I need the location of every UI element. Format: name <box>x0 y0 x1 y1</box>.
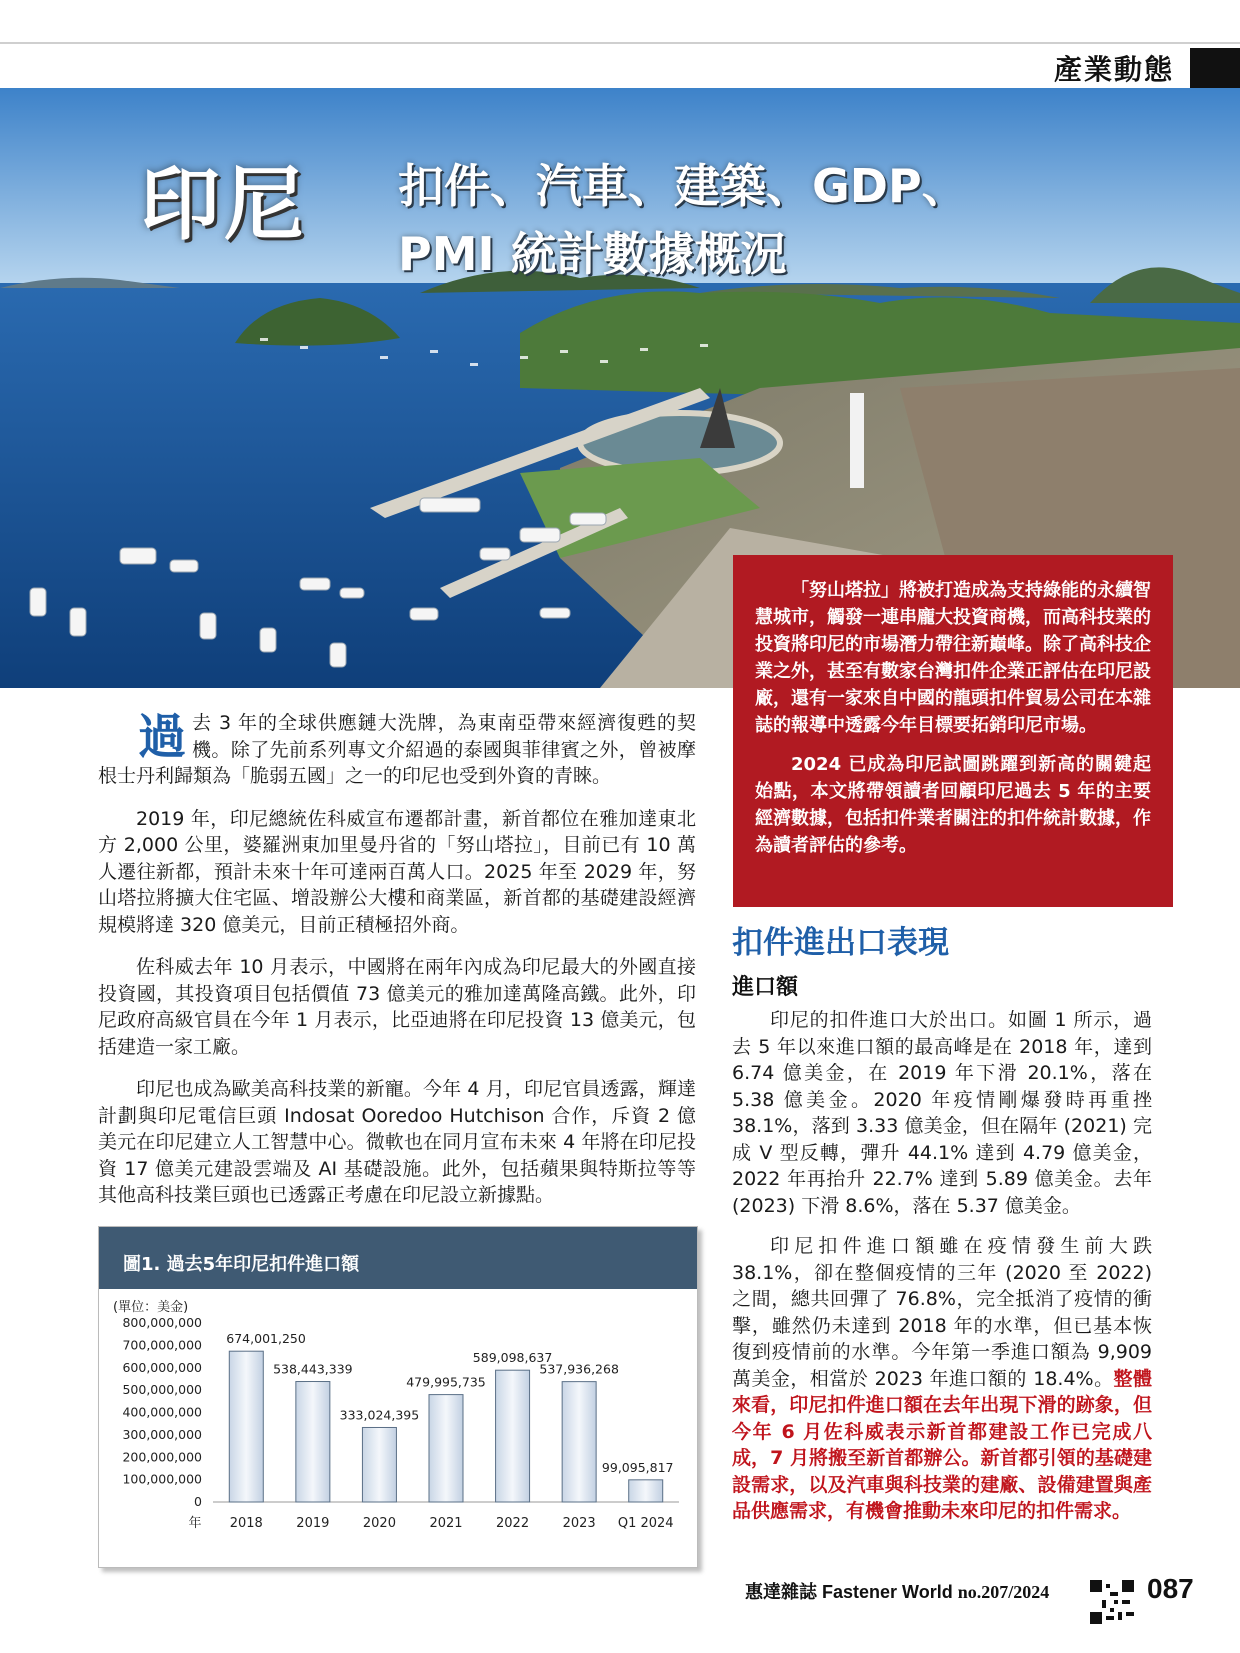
bar <box>229 1351 263 1502</box>
y-tick-label: 300,000,000 <box>122 1426 202 1442</box>
data-label: 479,995,735 <box>406 1374 486 1390</box>
body-left-column <box>98 710 696 1225</box>
right-paragraph-2-emphasis: 整體來看，印尼扣件進口額在去年出現下滑的跡象，但今年 6 月佐科威表示新首都建設工作已完成八成，7 月將搬至新首都辦公。新首都引領的基礎建設需求，以及汽車與科技業的建廠、設備建置與產品供應需求，有機會推動未來印尼的扣件需求。 <box>732 1367 1152 1522</box>
x-axis-label: 年 <box>188 1516 202 1531</box>
magazine-name: 惠達雜誌 Fastener World <box>745 1582 953 1602</box>
top-rule <box>0 42 1240 44</box>
x-tick-label: 2021 <box>429 1516 463 1531</box>
data-label: 537,936,268 <box>539 1361 619 1377</box>
bar <box>362 1427 396 1502</box>
chart-plot <box>99 1289 697 1567</box>
paragraph-1-text: 去 3 年的全球供應鏈大洗牌，為東南亞帶來經濟復甦的契機。除了先前系列專文介紹過的泰國與菲律賓之外，曾被摩根士丹利歸類為「脆弱五國」之一的印尼也受到外資的青睞。 <box>98 712 696 787</box>
title-country: 印尼 <box>140 158 308 251</box>
data-label: 674,001,250 <box>226 1331 306 1347</box>
bar <box>296 1382 330 1502</box>
paragraph-3: 佐科威去年 10 月表示，中國將在兩年內成為印尼最大的外國直接投資國，其投資項目包括價值 73 億美元的雅加達萬隆高鐵。此外，印尼政府高級官員在今年 1 月表示，比亞迪將在印尼投資 13 億美元，包括建造一家工廠。 <box>98 956 696 1058</box>
x-tick-label: 2023 <box>562 1516 596 1531</box>
right-paragraph-2-text: 印尼扣件進口額雖在疫情發生前大跌 38.1%，卻在整個疫情的三年 (2020 至 2022) 之間，總共回彈了 76.8%，完全抵消了疫情的衝擊，雖然仍未達到 2018 年的水準，但已基本恢復到疫情前的水準。今年第一季進口額為 9,909 萬美金，相當於 2023 年進口額的 18.4%。 <box>732 1235 1152 1390</box>
intro-paragraph-1: 「努山塔拉」將被打造成為支持綠能的永續智慧城市，觸發一連串龐大投資商機，而高科技業的投資將印尼的市場潛力帶往新巔峰。除了高科技企業之外，甚至有數家台灣扣件企業正評估在印尼設廠，還有一家來自中國的龍頭扣件貿易公司在本雜誌的報導中透露今年目標要拓銷印尼市場。 <box>755 580 1151 736</box>
y-tick-label: 500,000,000 <box>122 1382 202 1398</box>
bar <box>629 1480 663 1502</box>
data-label: 538,443,339 <box>273 1361 353 1377</box>
data-label: 333,024,395 <box>339 1407 420 1423</box>
x-tick-label: 2020 <box>362 1516 396 1531</box>
x-tick-label: 2018 <box>229 1516 263 1531</box>
page-number: 087 <box>1147 1573 1194 1604</box>
title-line-2: PMI 統計數據概況 <box>398 227 787 281</box>
footer-magazine <box>745 1578 1049 1604</box>
subsection-heading: 進口額 <box>732 974 799 1000</box>
title-line-1: 扣件、汽車、建築、GDP、 <box>398 159 968 213</box>
section-heading: 扣件進出口表現 <box>732 925 949 961</box>
paragraph-1 <box>98 710 696 790</box>
y-tick-label: 200,000,000 <box>122 1449 202 1465</box>
import-chart <box>98 1226 698 1568</box>
data-label: 589,098,637 <box>472 1350 553 1366</box>
chart-title: 圖1. 過去5年印尼扣件進口額 <box>99 1227 697 1289</box>
y-tick-label: 600,000,000 <box>122 1359 202 1375</box>
bar <box>496 1370 530 1502</box>
qr-code-icon <box>1090 1580 1134 1624</box>
y-tick-label: 400,000,000 <box>122 1404 202 1420</box>
right-paragraph-1: 印尼的扣件進口大於出口。如圖 1 所示，過去 5 年以來進口額的最高峰是在 2018 年，達到 6.74 億美金，在 2019 年下滑 20.1%，落在 5.38 億美金。2020 年疫情剛爆發時再重挫 38.1%，落到 3.33 億美金，但在隔年 (2021) 完成 V 型反轉，彈升 44.1% 達到 4.79 億美金，2022 年再抬升 22.7% 達到 5.89 億美金。去年 (2023) 下滑 8.6%，落在 5.37 億美金。 <box>732 1009 1152 1217</box>
issue-number: no.207/2024 <box>957 1582 1050 1602</box>
y-tick-label: 700,000,000 <box>122 1337 202 1353</box>
body-right-column <box>732 920 1152 1539</box>
data-label: 99,095,817 <box>601 1459 674 1475</box>
y-tick-label: 800,000,000 <box>122 1315 202 1330</box>
y-tick-label: 100,000,000 <box>122 1471 202 1487</box>
drop-cap: 過 <box>138 709 187 765</box>
paragraph-4: 印尼也成為歐美高科技業的新寵。今年 4 月，印尼官員透露，輝達計劃與印尼電信巨頭 Indosat Ooredoo Hutchison 合作，斥資 2 億美元在印尼建立人工智慧中心。微軟也在同月宣布未來 4 年將在印尼投資 17 億美元建設雲端及 AI 基礎設施。此外，包括蘋果與特斯拉等等其他高科技業巨頭也已透露正考慮在印尼設立新據點。 <box>98 1078 696 1206</box>
paragraph-2: 2019 年，印尼總統佐科威宣布遷都計畫，新首都位在雅加達東北方 2,000 公里，婆羅洲東加里曼丹省的「努山塔拉」，目前已有 10 萬人遷往新都，預計未來十年可達兩百萬人口。2025 年至 2029 年，努山塔拉將擴大住宅區、增設辦公大樓和商業區，新首都的基礎建設經濟規模將達 320 億美元，目前正積極招外商。 <box>98 807 696 936</box>
right-paragraph-2 <box>732 1233 1152 1525</box>
intro-paragraph-2: 2024 已成為印尼試圖跳躍到新高的關鍵起始點，本文將帶領讀者回顧印尼過去 5 年的主要經濟數據，包括扣件業者關注的扣件統計數據，作為讀者評估的參考。 <box>755 754 1151 856</box>
y-tick-label: 0 <box>194 1494 202 1509</box>
section-tab: 產業動態 <box>1038 48 1190 88</box>
bar <box>562 1382 596 1502</box>
bar <box>429 1395 463 1502</box>
intro-box <box>733 555 1173 907</box>
x-tick-label: Q1 2024 <box>617 1516 674 1531</box>
x-tick-label: 2019 <box>296 1516 330 1531</box>
chart-unit-label: (單位：美金) <box>113 1300 189 1315</box>
x-tick-label: 2022 <box>496 1516 530 1531</box>
